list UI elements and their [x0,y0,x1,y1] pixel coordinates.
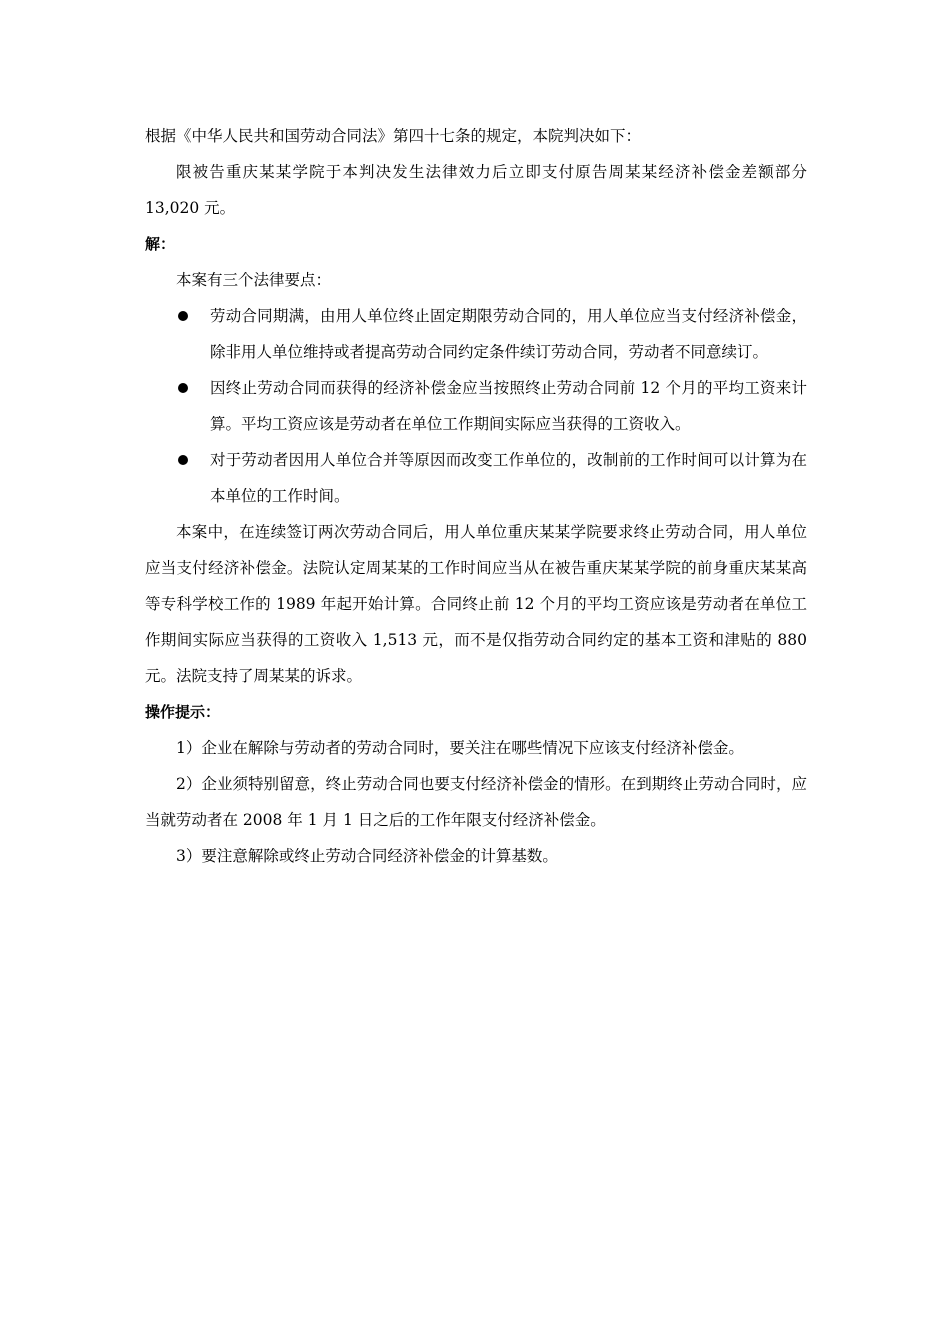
judgment-basis-paragraph: 根据《中华人民共和国劳动合同法》第四十七条的规定，本院判决如下： [145,127,642,145]
legal-points-list [145,298,807,514]
list-item-text: 因终止劳动合同而获得的经济补偿金应当按照终止劳动合同前 12 个月的平均工资来计算。平均工资应该是劳动者在单位工作期间实际应当获得的工资收入。 [210,379,807,433]
case-analysis-paragraph: 本案中，在连续签订两次劳动合同后，用人单位重庆某某学院要求终止劳动合同，用人单位应当支付经济补偿金。法院认定周某某的工作时间应当从在被告重庆某某学院的前身重庆某某高等专科学校工作的 1989 年起开始计算。合同终止前 12 个月的平均工资应该是劳动者在单位工作期间实际应当获得的工资收入 1,513 元，而不是仅指劳动合同约定的基本工资和津贴的 880 元。法院支持了周某某的诉求。 [145,523,807,685]
tip-item: 1）企业在解除与劳动者的劳动合同时，要关注在哪些情况下应该支付经济补偿金。 [176,739,744,757]
tip-item: 3）要注意解除或终止劳动合同经济补偿金的计算基数。 [176,847,558,865]
bullet-icon [178,383,188,393]
bullet-icon [178,455,188,465]
bullet-icon [178,311,188,321]
tip-item: 2）企业须特别留意，终止劳动合同也要支付经济补偿金的情形。在到期终止劳动合同时，应当就劳动者在 2008 年 1 月 1 日之后的工作年限支付经济补偿金。 [145,775,807,829]
document-body [145,118,807,874]
tips-heading: 操作提示： [145,703,221,721]
analysis-intro: 本案有三个法律要点： [176,271,332,289]
judgment-ruling-paragraph: 限被告重庆某某学院于本判决发生法律效力后立即支付原告周某某经济补偿金差额部分 13,020 元。 [145,163,807,217]
list-item [145,370,807,442]
list-item-text: 对于劳动者因用人单位合并等原因而改变工作单位的，改制前的工作时间可以计算为在本单位的工作时间。 [210,451,807,505]
list-item [145,298,807,370]
list-item [145,442,807,514]
solution-heading: 解： [145,235,176,253]
list-item-text: 劳动合同期满，由用人单位终止固定期限劳动合同的，用人单位应当支付经济补偿金，除非用人单位维持或者提高劳动合同约定条件续订劳动合同，劳动者不同意续订。 [210,307,807,361]
